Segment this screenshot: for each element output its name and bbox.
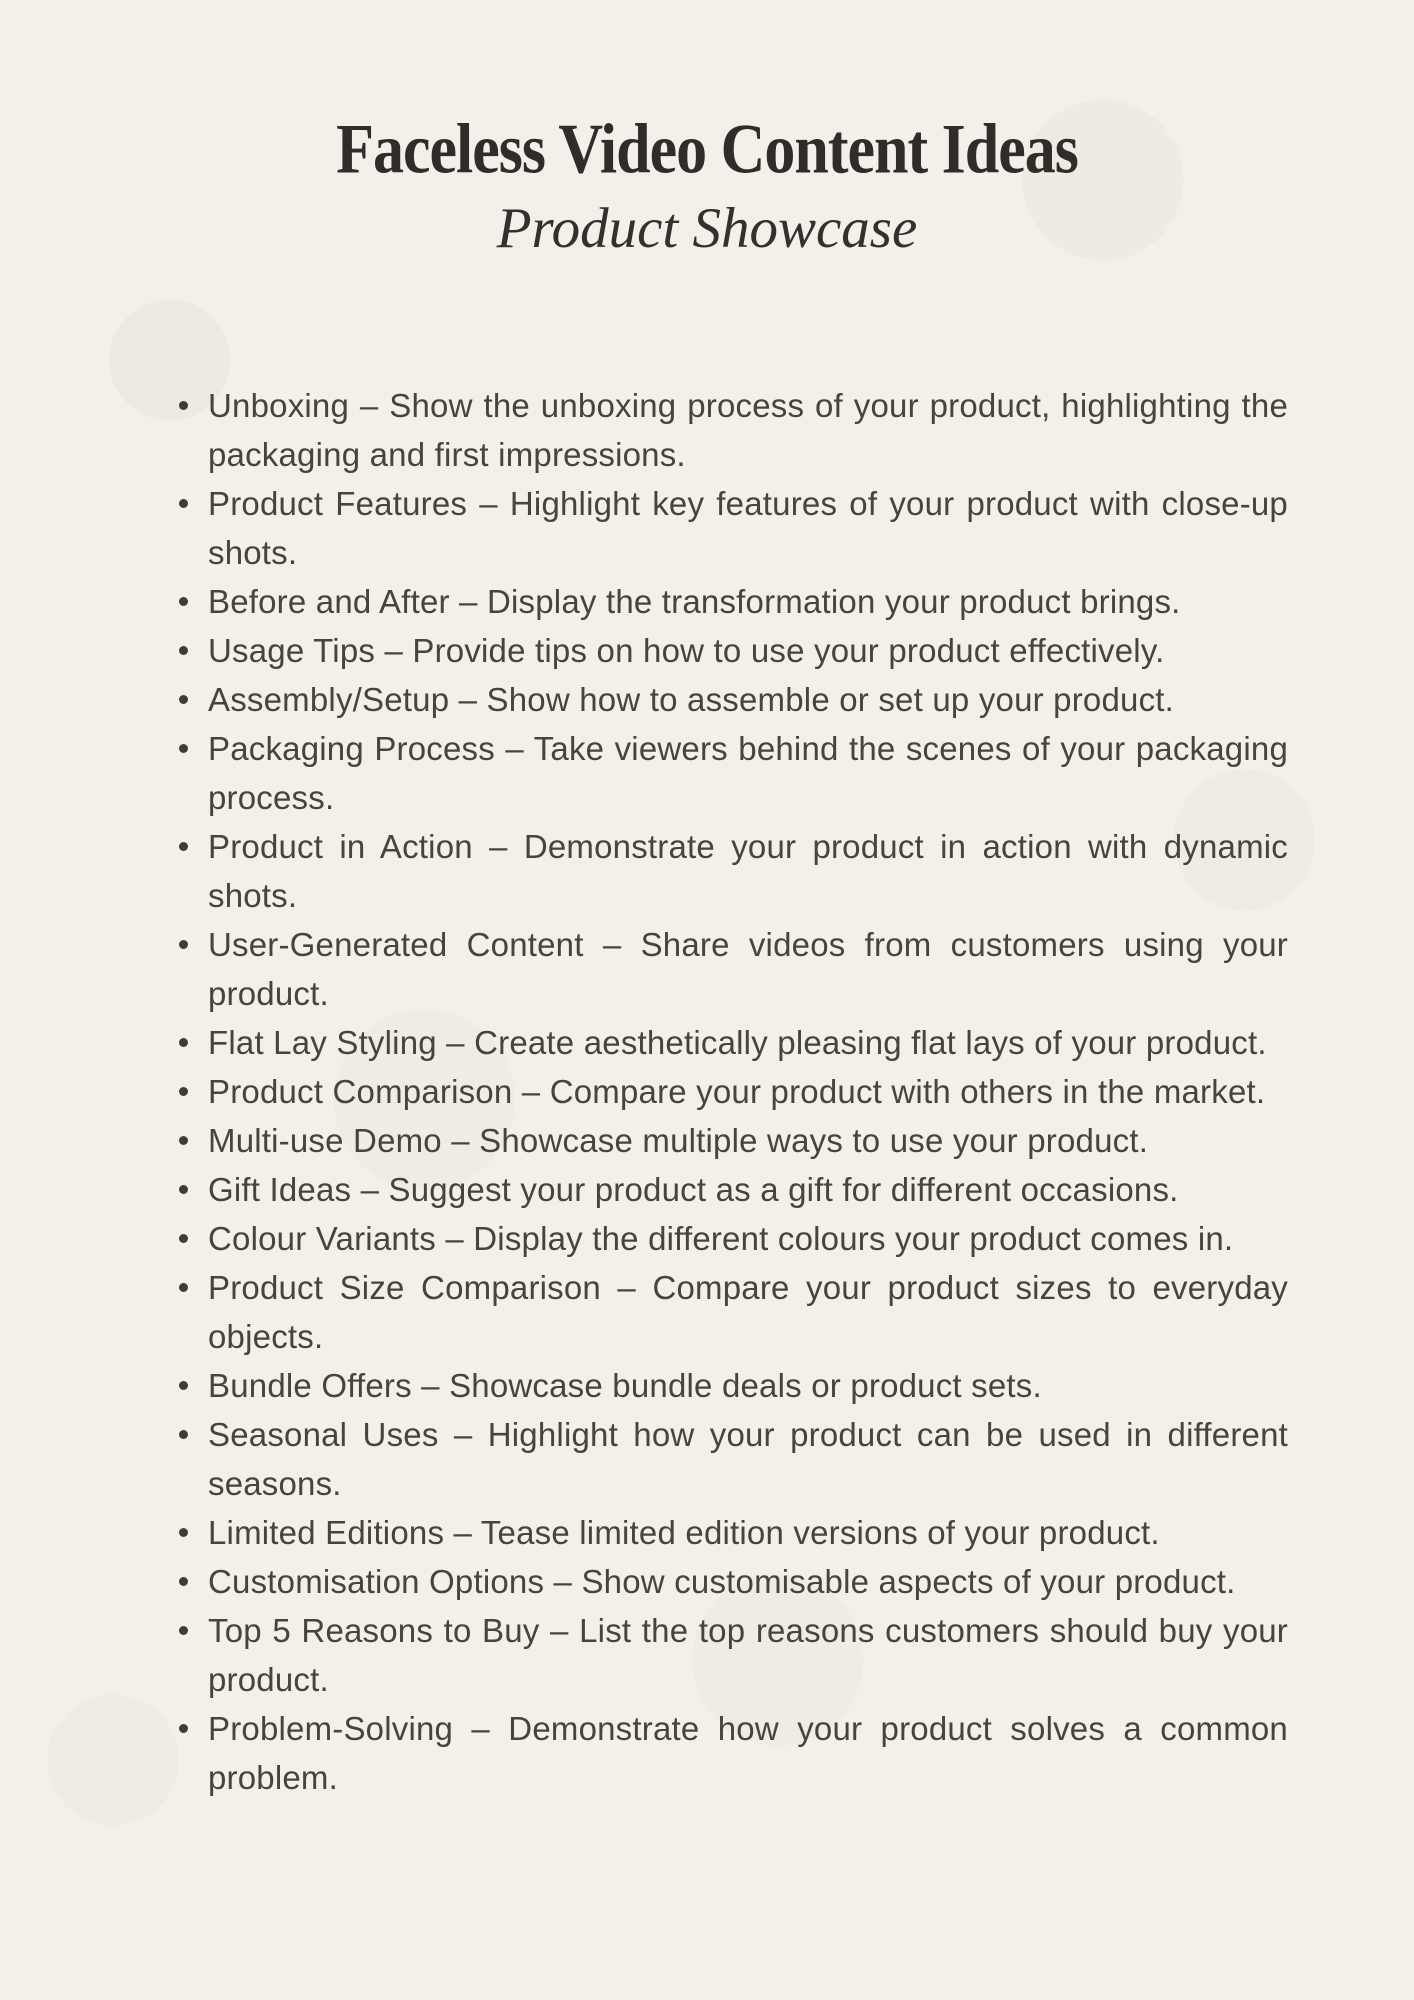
list-item: Limited Editions – Tease limited edition versions of your product.: [208, 1508, 1288, 1557]
list-item: Customisation Options – Show customisable aspects of your product.: [208, 1557, 1288, 1606]
list-item: Unboxing – Show the unboxing process of your product, highlighting the packaging and first impressions.: [208, 381, 1288, 479]
list-item: Bundle Offers – Showcase bundle deals or product sets.: [208, 1361, 1288, 1410]
page-subtitle: Product Showcase: [496, 197, 918, 261]
list-item: Product Comparison – Compare your product with others in the market.: [208, 1067, 1288, 1116]
list-item: Colour Variants – Display the different colours your product comes in.: [208, 1214, 1288, 1263]
list-item: Flat Lay Styling – Create aesthetically pleasing flat lays of your product.: [208, 1018, 1288, 1067]
list-item: Problem-Solving – Demonstrate how your product solves a common problem.: [208, 1704, 1288, 1802]
list-item: Product Features – Highlight key features of your product with close-up shots.: [208, 479, 1288, 577]
list-item: Multi-use Demo – Showcase multiple ways to use your product.: [208, 1116, 1288, 1165]
list-item: Seasonal Uses – Highlight how your product can be used in different seasons.: [208, 1410, 1288, 1508]
list-item: Packaging Process – Take viewers behind the scenes of your packaging process.: [208, 724, 1288, 822]
content-list: [208, 381, 1288, 1802]
list-item: Product in Action – Demonstrate your product in action with dynamic shots.: [208, 822, 1288, 920]
list-item: Top 5 Reasons to Buy – List the top reasons customers should buy your product.: [208, 1606, 1288, 1704]
list-item: Gift Ideas – Suggest your product as a gift for different occasions.: [208, 1165, 1288, 1214]
page-title: Faceless Video Content Ideas: [336, 111, 1078, 189]
list-item: Before and After – Display the transformation your product brings.: [208, 577, 1288, 626]
list-item: Usage Tips – Provide tips on how to use your product effectively.: [208, 626, 1288, 675]
list-item: User-Generated Content – Share videos from customers using your product.: [208, 920, 1288, 1018]
list-item: Assembly/Setup – Show how to assemble or set up your product.: [208, 675, 1288, 724]
list-item: Product Size Comparison – Compare your product sizes to everyday objects.: [208, 1263, 1288, 1361]
